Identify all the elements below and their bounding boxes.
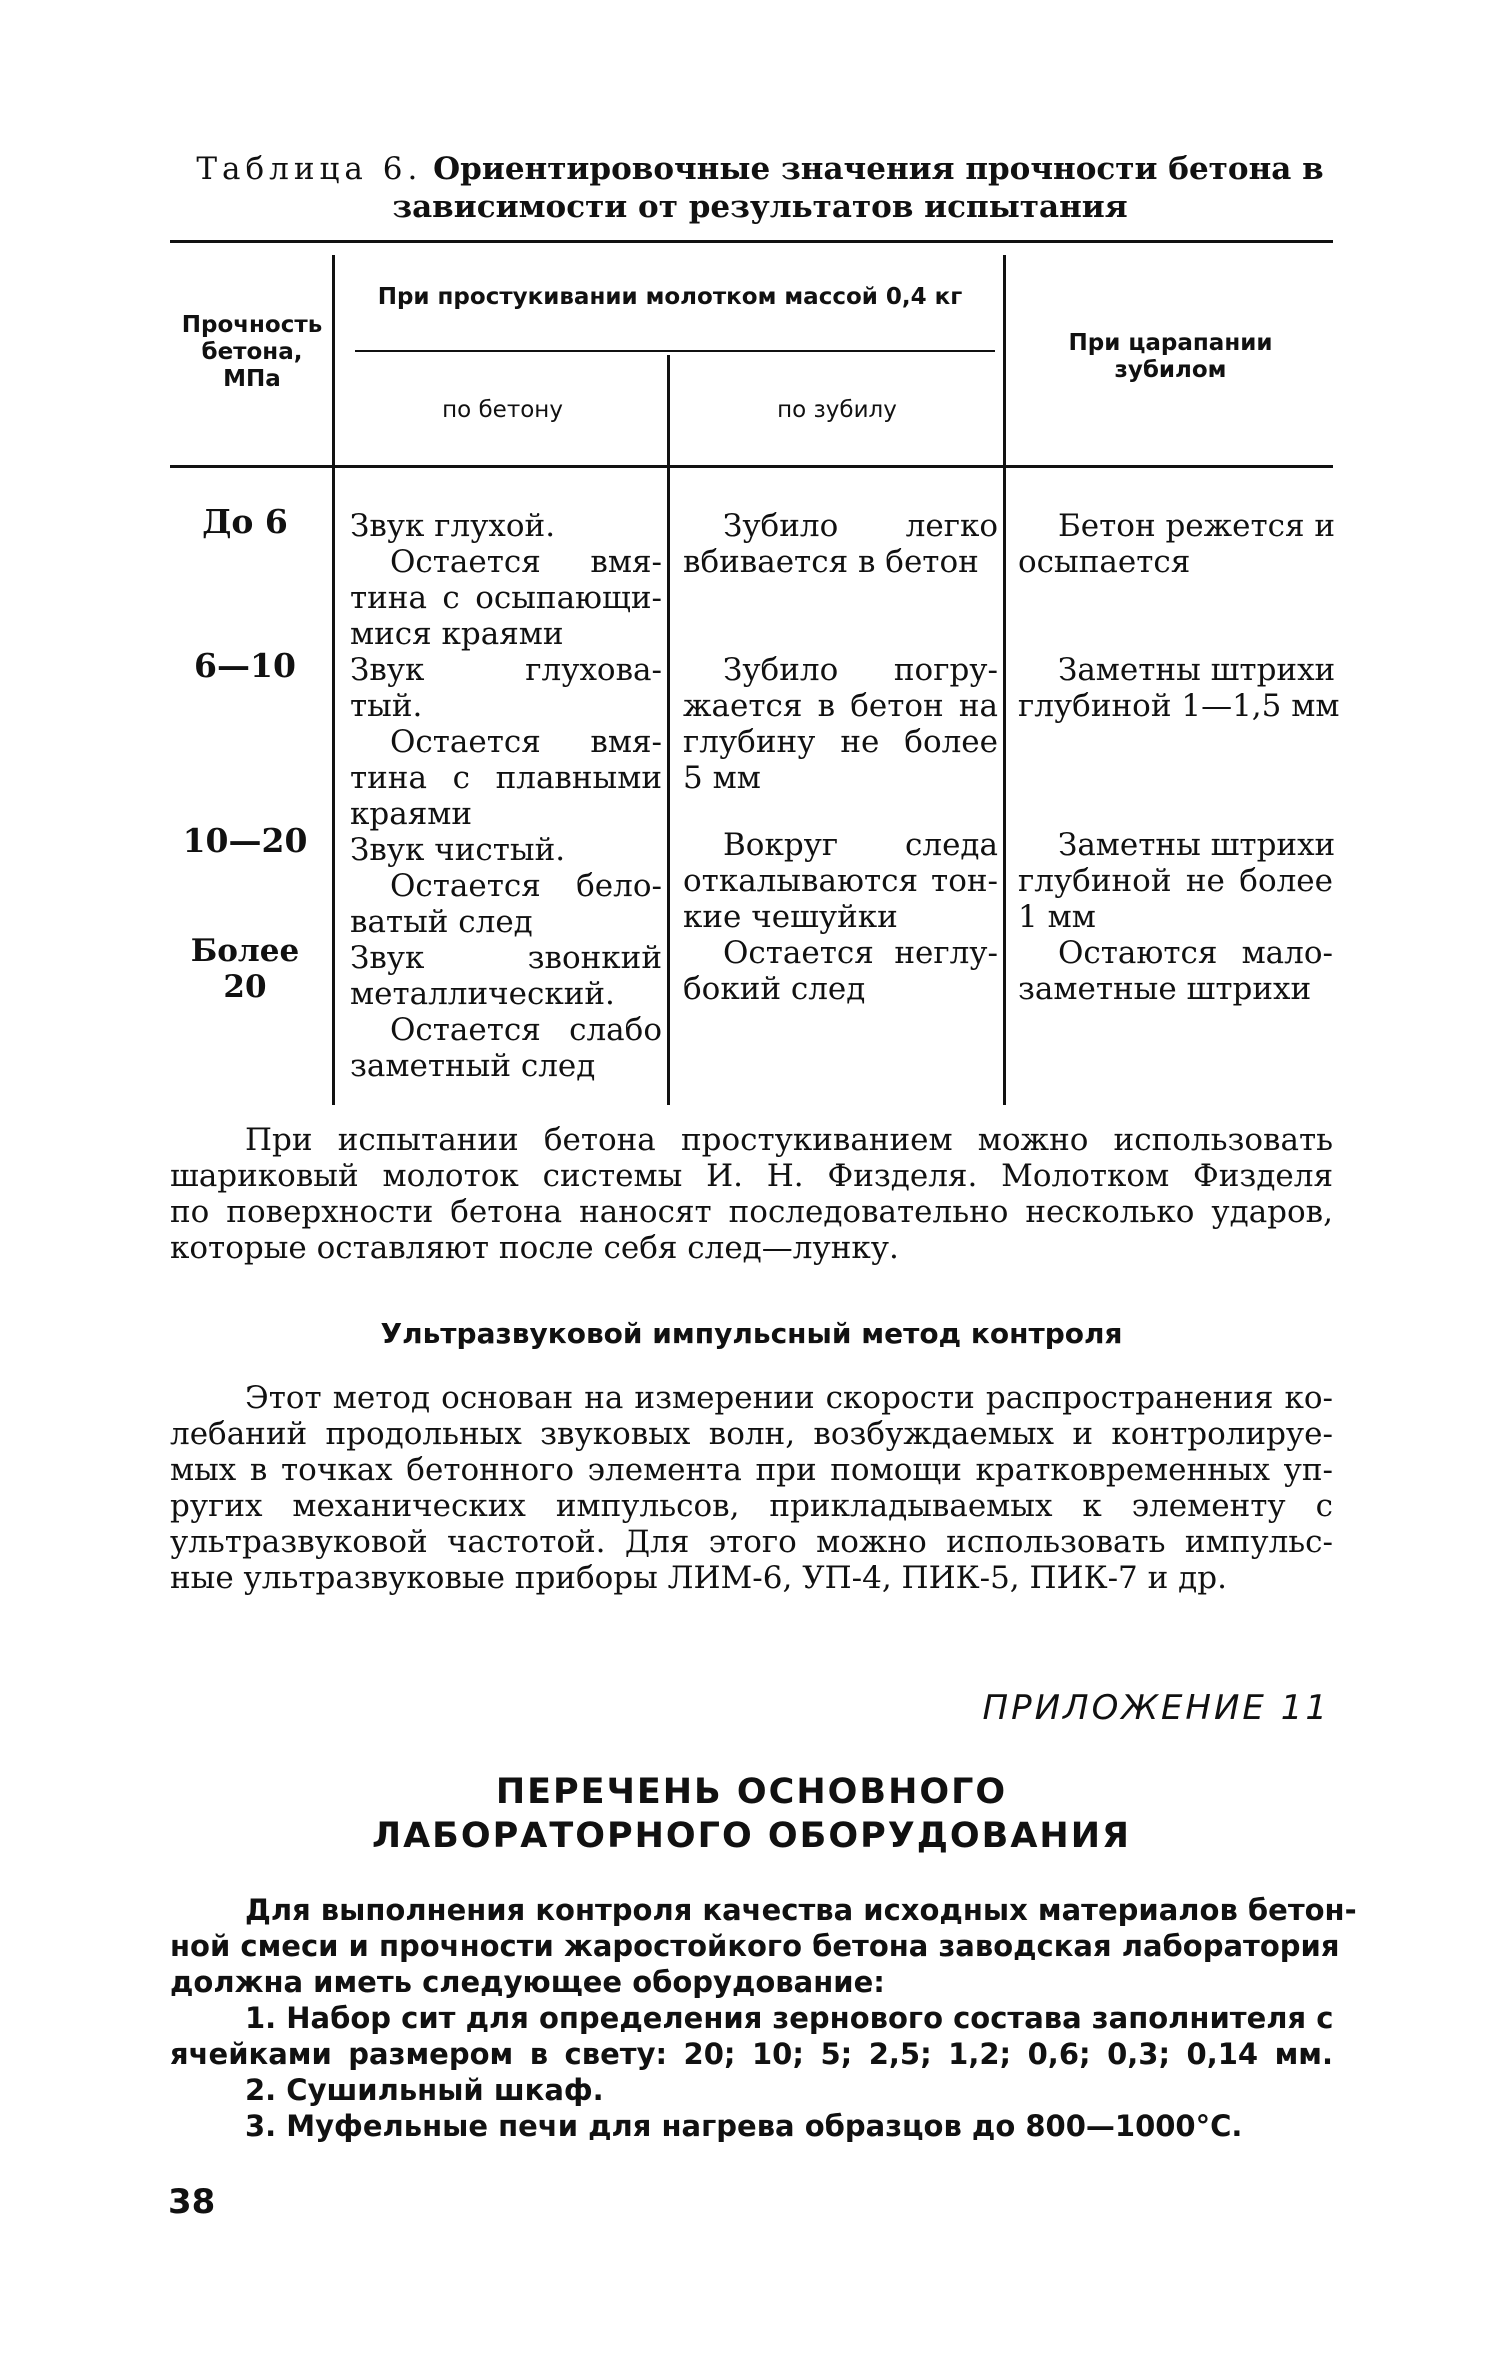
table-caption-line2: зависимости от результатов испытания [392,189,1128,225]
table-cell-line: Остается неглу- [723,935,998,971]
chisel-column [683,652,998,796]
table-cell-line: металлический. [350,976,615,1012]
row-label: 6—10 [194,646,296,685]
header-scratching [1008,330,1333,384]
table-cell-line: Заметны штрихи [1058,652,1336,688]
text-line: должна иметь следующее оборудование: [170,1965,885,1999]
table-cell-line: Зубило погру- [723,652,998,688]
table-cell-line: осыпается [1018,544,1191,580]
table-caption-lead: Таблица 6. [196,151,423,187]
table-cell-line: Вокруг следа [723,827,998,863]
table-cell-line: мися краями [350,616,564,652]
table-cell-line: глубиной не более [1018,863,1333,899]
header-strength-l3: МПа [223,366,281,392]
table-divider-3 [1003,255,1006,1105]
table-cell-line: заметный след [350,1048,596,1084]
table-cell-line: глубину не более [683,724,998,760]
table-divider-1 [332,255,335,1105]
appendix-title-line2: ЛАБОРАТОРНОГО ОБОРУДОВАНИЯ [372,1816,1131,1856]
table-cell-line: Зубило легко [723,508,998,544]
header-on-concrete: по бетону [442,397,563,423]
appendix-label: ПРИЛОЖЕНИЕ 11 [982,1688,1330,1728]
table-cell-line: краями [350,796,473,832]
row-label: 10—20 [182,821,308,860]
text-line: которые оставляют после себя след—лунку. [170,1230,899,1266]
table-cell-line: Остаются мало- [1058,935,1333,971]
paragraph-hammer [170,1122,1333,1266]
section-heading: Ультразвуковой импульсный метод контроля [380,1317,1123,1350]
text-line: ультразвуковой частотой. Для этого можно использовать импульс- [170,1524,1333,1560]
scratch-column [1018,508,1336,580]
paragraph-equipment [170,1892,1357,2144]
table-divider-2 [667,355,670,1105]
table-cell-line: тый. [350,688,423,724]
table-cell-line: кие чешуйки [683,899,898,935]
table-cell-line: Остается вмя- [390,724,662,760]
header-strength-l2: бетона, [201,339,303,365]
text-line: лебаний продольных звуковых волн, возбуждаемых и контролируе- [170,1416,1333,1452]
table-cell-line: Остается бело- [390,868,662,904]
text-line: Для выполнения контроля качества исходных материалов бетон- [245,1893,1357,1927]
appendix-title-line1: ПЕРЕЧЕНЬ ОСНОВНОГО [495,1772,1008,1812]
table-cell-line: тина с осыпающи- [350,580,662,616]
scratch-column [1018,652,1340,724]
text-line: Этот метод основан на измерении скорости распространения ко- [245,1380,1333,1416]
text-line: При испытании бетона простукиванием можно использовать [245,1122,1333,1158]
table-cell-line: Остается вмя- [390,544,662,580]
appendix-title [170,1770,1333,1858]
text-line: шариковый молоток системы И. Н. Физделя. Молотком Физделя [170,1158,1333,1194]
table-cell-line: Бетон режется и [1058,508,1336,544]
text-line: мых в точках бетонного элемента при помощи кратковременных уп- [170,1452,1333,1488]
text-line: ные ультразвуковые приборы ЛИМ-6, УП-4, ПИК-5, ПИК-7 и др. [170,1560,1227,1596]
row-label: До 6 [202,502,288,541]
chisel-column [683,508,998,580]
list-item: ячейками размером в свету: 20; 10; 5; 2,5; 1,2; 0,6; 0,3; 0,14 мм. [170,2037,1333,2071]
table-cell-line: бокий след [683,971,866,1007]
chisel-column [683,827,998,1007]
table-cell-line: ватый след [350,904,533,940]
text-line: ной смеси и прочности жаростойкого бетона заводская лаборатория [170,1929,1340,1963]
tapping-subheader-rule [355,350,995,352]
list-item: 1. Набор сит для определения зернового состава заполнителя с [245,2001,1334,2035]
table-cell-line: вбивается в бетон [683,544,979,580]
header-tapping: При простукивании молотком массой 0,4 кг [377,284,963,310]
table-cell-line: тина с плавными [350,760,662,796]
page-number: 38 [168,2182,216,2222]
header-scratching-l1: При царапании [1068,330,1273,356]
text-line: ругих механических импульсов, прикладываемых к элементу с [170,1488,1333,1524]
table-cell-line: 1 мм [1018,899,1096,935]
table-cell-line: глубиной 1—1,5 мм [1018,688,1340,724]
header-scratching-l2: зубилом [1114,357,1227,383]
table-cell-line: 5 мм [683,760,761,796]
row-label: Более 20 [190,933,300,1005]
header-strength-l1: Прочность [181,312,323,338]
header-strength [172,312,332,393]
table-caption-line1: Ориентировочные значения прочности бетона в [433,151,1324,187]
table-top-rule [170,240,1333,243]
table-cell-line: Звук чистый. [350,832,566,868]
concrete-column [350,508,662,1084]
table-cell-line: Звук глухова- [350,652,662,688]
list-item: 3. Муфельные печи для нагрева образцов до 800—1000°С. [245,2109,1243,2143]
header-on-chisel: по зубилу [777,397,897,423]
table-cell-line: Звук глухой. [350,508,556,544]
table-cell-line: Звук звонкий [350,940,662,976]
table-cell-line: Остается слабо [390,1012,662,1048]
list-item: 2. Сушильный шкаф. [245,2073,604,2107]
table-cell-line: жается в бетон на [683,688,998,724]
table-header-rule [170,465,1333,468]
table-cell-line: Заметны штрихи [1058,827,1336,863]
table-cell-line: откалываются тон- [683,863,998,899]
table-cell-line: заметные штрихи [1018,971,1312,1007]
paragraph-ultrasonic [170,1380,1333,1596]
scratch-column [1018,827,1336,1007]
text-line: по поверхности бетона наносят последовательно несколько ударов, [170,1194,1333,1230]
table-caption [170,150,1350,226]
